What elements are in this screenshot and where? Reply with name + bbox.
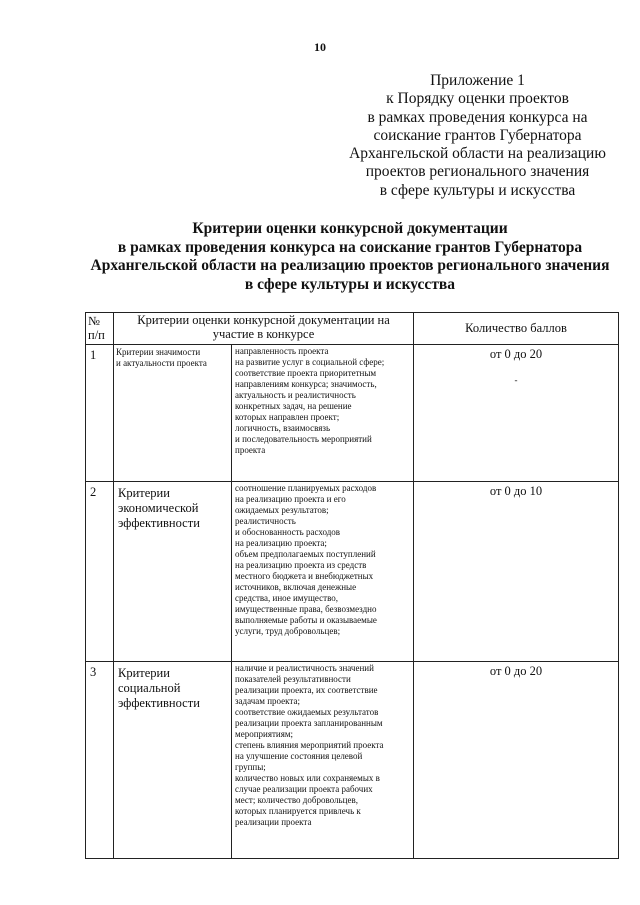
description-line: количество новых или сохраняемых в <box>235 773 380 783</box>
description-line: и последовательность мероприятий <box>235 434 372 444</box>
row-points <box>414 345 619 482</box>
title-line: в рамках проведения конкурса на соискание грантов Губернатора <box>117 238 583 256</box>
stray-mark: - <box>514 375 518 385</box>
table-row <box>86 662 619 859</box>
appendix-line: в рамках проведения конкурса на <box>367 108 588 126</box>
row-num: 2 <box>86 482 114 662</box>
description-line: и обоснованность расходов <box>235 527 341 537</box>
row-points: от 0 до 20 <box>414 662 619 859</box>
description-line: имущественные права, безвозмездно <box>235 604 377 614</box>
title-line: Критерии оценки конкурсной документации <box>192 220 508 237</box>
appendix-line: проектов регионального значения <box>365 163 590 181</box>
criterion-line: социальной <box>118 681 181 695</box>
header-criteria-line: Критерии оценки конкурсной документации на <box>137 313 390 327</box>
description-line: направленность проекта <box>235 346 329 356</box>
description-line: реализации проекта <box>235 817 312 827</box>
description-line: реализации проекта, их соответствие <box>235 685 378 695</box>
row-criterion <box>114 482 232 662</box>
table-header-row <box>86 313 619 345</box>
appendix-line: в сфере культуры и искусства <box>379 181 576 199</box>
document-title <box>60 220 640 295</box>
description-line: на реализацию проекта и его <box>235 494 346 504</box>
row-points: от 0 до 10 <box>414 482 619 662</box>
header-num-line: № <box>88 314 100 328</box>
description-line: направлениям конкурса; значимость, <box>235 379 377 389</box>
header-points: Количество баллов <box>414 313 619 345</box>
description-line: задачам проекта; <box>235 696 300 706</box>
description-line: проекта <box>235 445 266 455</box>
description-line: реалистичность <box>235 516 296 526</box>
row-criterion <box>114 662 232 859</box>
description-line: группы; <box>235 762 266 772</box>
description-line: местного бюджета и внебюджетных <box>235 571 374 581</box>
description-line: показателей результативности <box>235 674 351 684</box>
description-line: на реализацию проекта; <box>235 538 327 548</box>
criterion-line: эффективности <box>118 696 200 710</box>
row-criterion <box>114 345 232 482</box>
header-criteria-line: участие в конкурсе <box>212 326 315 341</box>
description-line: актуальность и реалистичность <box>235 390 356 400</box>
description-line: конкретных задач, на решение <box>235 401 352 411</box>
description-line: ожидаемых результатов; <box>235 505 329 515</box>
description-line: соотношение планируемых расходов <box>235 483 377 493</box>
row-description <box>232 345 414 482</box>
description-line: мероприятиям; <box>235 729 294 739</box>
description-line: на развитие услуг в социальной сфере; <box>235 357 385 367</box>
criterion-line: Критерии <box>118 486 170 500</box>
appendix-line: Приложение 1 <box>430 72 525 89</box>
page-number: 10 <box>314 40 326 54</box>
criteria-table <box>85 312 619 859</box>
description-line: выполняемые работы и оказываемые <box>235 615 377 625</box>
row-num: 1 <box>86 345 114 482</box>
description-line: случае реализации проекта рабочих <box>235 784 373 794</box>
description-line: которых направлен проект; <box>235 412 340 422</box>
appendix-header <box>315 72 640 200</box>
appendix-line: соискание грантов Губернатора <box>373 126 582 144</box>
description-line: соответствие проекта приоритетным <box>235 368 377 378</box>
header-num <box>86 313 114 345</box>
criterion-line: Критерии значимости <box>116 347 201 357</box>
description-line: реализации проекта запланированным <box>235 718 383 728</box>
row-num: 3 <box>86 662 114 859</box>
table-row <box>86 345 619 482</box>
description-line: которых планируется привлечь к <box>235 806 361 816</box>
description-line: наличие и реалистичность значений <box>235 663 374 673</box>
description-line: соответствие ожидаемых результатов <box>235 707 379 717</box>
description-line: источников, включая денежные <box>235 582 357 592</box>
criterion-line: Критерии <box>118 666 170 680</box>
description-line: мест; количество добровольцев, <box>235 795 358 805</box>
points-value: от 0 до 20 <box>489 347 543 361</box>
description-line: на реализацию проекта из средств <box>235 560 367 570</box>
description-line: на улучшение состояния целевой <box>235 751 363 761</box>
appendix-line: Архангельской области на реализацию <box>349 145 606 163</box>
header-criteria <box>114 313 414 345</box>
criterion-line: эффективности <box>118 516 200 530</box>
description-line: услуги, труд добровольцев; <box>235 626 341 636</box>
header-num-line: п/п <box>88 327 105 342</box>
description-line: логичность, взаимосвязь <box>235 423 331 433</box>
row-description <box>232 662 414 859</box>
criterion-line: и актуальности проекта <box>116 358 207 368</box>
description-line: степень влияния мероприятий проекта <box>235 740 384 750</box>
table-row <box>86 482 619 662</box>
title-line: Архангельской области на реализацию проектов регионального значения <box>90 257 610 275</box>
row-description <box>232 482 414 662</box>
appendix-line: к Порядку оценки проектов <box>386 90 569 108</box>
title-line: в сфере культуры и искусства <box>244 276 456 294</box>
criterion-line: экономической <box>118 501 199 515</box>
description-line: объем предполагаемых поступлений <box>235 549 376 559</box>
description-line: средства, иное имущество, <box>235 593 339 603</box>
